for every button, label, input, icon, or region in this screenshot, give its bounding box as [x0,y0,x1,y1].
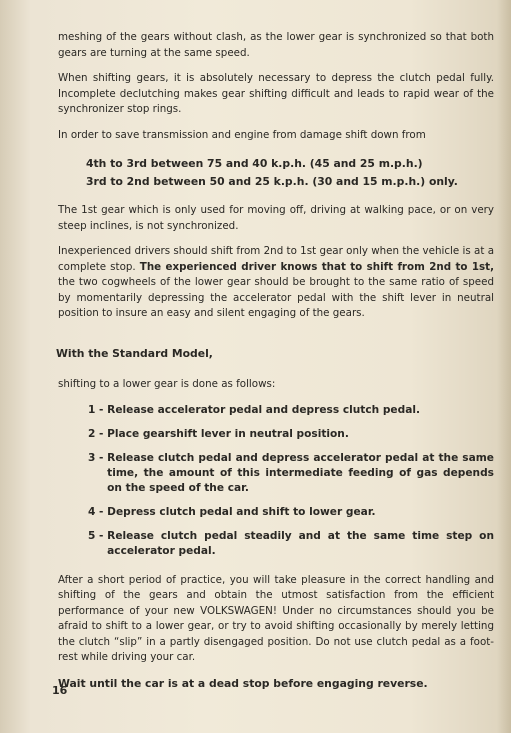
inexperienced-text: Inexperienced drivers should shift from 2nd to 1st gear only when the vehicle is at a complete stop. [58,245,494,273]
downshift-steps-list [88,403,494,559]
paragraph-inexperienced-drivers [58,244,494,322]
step-item [88,427,494,442]
paragraph-synchronized-meshing: meshing of the gears without clash, as the lower gear is synchronized so that both gears are turning at the same speed. [58,31,494,59]
paragraph-practice: After a short period of practice, you will take pleasure in the correct handling and shifting of the gears and obtain the utmost satisfaction from the efficient performance of your new VOLKSWAGEN! Under no circumstances should you be afraid to shift to a lower gear, or try to avoid shifting occasionally by merely letting the clutch “slip” in a partly disengaged position. Do not use clutch pedal as a foot-rest while driving your car. [58,573,494,663]
page-body [58,30,494,691]
step-number: 4 - [88,505,108,518]
step-text: Release clutch pedal steadily and at the same time step on accelerator pedal. [107,529,494,557]
step-text: Release accelerator pedal and depress clutch pedal. [107,403,421,416]
experienced-driver-emphasis: The experienced driver knows that to shift from 2nd to 1st, [139,260,494,273]
step-item [88,529,494,559]
step-text: Place gearshift lever in neutral position. [107,427,349,440]
paragraph-clutch-fully: When shifting gears, it is absolutely necessary to depress the clutch pedal fully. Incomplete declutching makes gear shifting difficult and leads to rapid wear of the synchronizer stop rings. [58,72,494,115]
page-number: 16 [52,684,68,697]
reverse-warning: Wait until the car is at a dead stop before engaging reverse. [58,676,428,690]
step-number: 2 - [88,427,108,440]
step-number: 1 - [88,403,108,416]
step-text: Release clutch pedal and depress accelerator pedal at the same time, the amount of this intermediate feeding of gas depends on the speed of the car. [107,451,494,494]
speed-4th-to-3rd: 4th to 3rd between 75 and 40 k.p.h. (45 and 25 m.p.h.) [86,157,423,170]
step-item [88,505,494,520]
section-heading-standard-model: With the Standard Model, [56,346,213,360]
paragraph-shift-down-intro: In order to save transmission and engine from damage shift down from [58,128,426,141]
paragraph-steps-intro: shifting to a lower gear is done as follows: [58,378,276,390]
paragraph-first-gear: The 1st gear which is only used for moving off, driving at walking pace, or on very steep inclines, is not synchronized. [58,204,494,232]
speed-3rd-to-2nd: 3rd to 2nd between 50 and 25 k.p.h. (30 and 15 m.p.h.) only. [86,175,458,188]
step-text: Depress clutch pedal and shift to lower gear. [107,505,376,518]
shift-down-speeds [86,155,494,191]
step-item [88,403,494,418]
cogwheels-text: the two cogwheels of the lower gear should be brought to the same ratio of speed by momentarily depressing the accelerator pedal with the shift lever in neutral position to insure an easy and silent engaging of the gears. [58,276,494,319]
step-number: 3 - [88,451,108,464]
step-item [88,451,494,496]
step-number: 5 - [88,529,108,542]
